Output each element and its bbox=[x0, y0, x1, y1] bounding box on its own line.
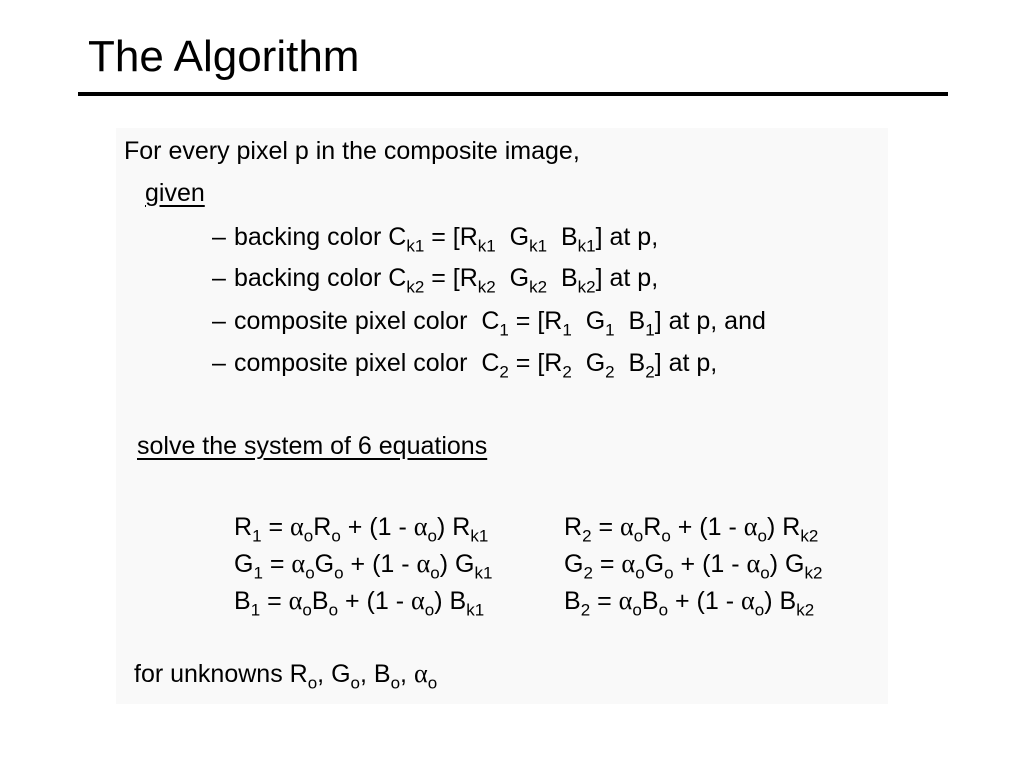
equation-right: $R_2 = \alpha_oR_o + (1 - \alpha_o)$ $R_{k2}$ bbox=[564, 512, 819, 546]
given-label: given bbox=[145, 179, 205, 207]
list-item: – composite pixel color $C_1 = [R_1$ $G_1$ $B_1$] at p, and bbox=[212, 307, 766, 340]
equation-left: $G_1 = \alpha_oG_o + (1 - \alpha_o)$ $G_{k1}$ bbox=[234, 549, 493, 583]
list-item: – backing color $C_{k2} = [R_{k2}$ $G_{k2}$ $B_{k2}$] at p, bbox=[212, 264, 659, 297]
title-divider bbox=[78, 92, 948, 96]
intro-text: For every pixel p in the composite image, bbox=[124, 137, 580, 165]
item-dash: – bbox=[212, 349, 226, 377]
slide-title: The Algorithm bbox=[88, 32, 360, 81]
list-item: – composite pixel color $C_2 = [R_2$ $G_2$ $B_2$] at p, bbox=[212, 349, 718, 382]
unknowns-text: for unknowns $R_o$, $G_o$, $B_o$, $\alpha_o$ bbox=[134, 659, 438, 693]
equation-block bbox=[234, 512, 884, 622]
item-dash: – bbox=[212, 264, 226, 292]
item-dash: – bbox=[212, 307, 226, 335]
item-dash: – bbox=[212, 223, 226, 251]
equation-left: $R_1 = \alpha_oR_o + (1 - \alpha_o)$ $R_{k1}$ bbox=[234, 512, 489, 546]
solve-label: solve the system of 6 equations bbox=[137, 432, 488, 460]
equation-right: $G_2 = \alpha_oG_o + (1 - \alpha_o)$ $G_{k2}$ bbox=[564, 549, 823, 583]
equation-right: $B_2 = \alpha_oB_o + (1 - \alpha_o)$ $B_{k2}$ bbox=[564, 586, 815, 620]
content-panel bbox=[116, 128, 888, 704]
list-item: – backing color $C_{k1} = [R_{k1}$ $G_{k1}$ $B_{k1}$] at p, bbox=[212, 223, 659, 256]
equation-left: $B_1 = \alpha_oB_o + (1 - \alpha_o)$ $B_{k1}$ bbox=[234, 586, 485, 620]
